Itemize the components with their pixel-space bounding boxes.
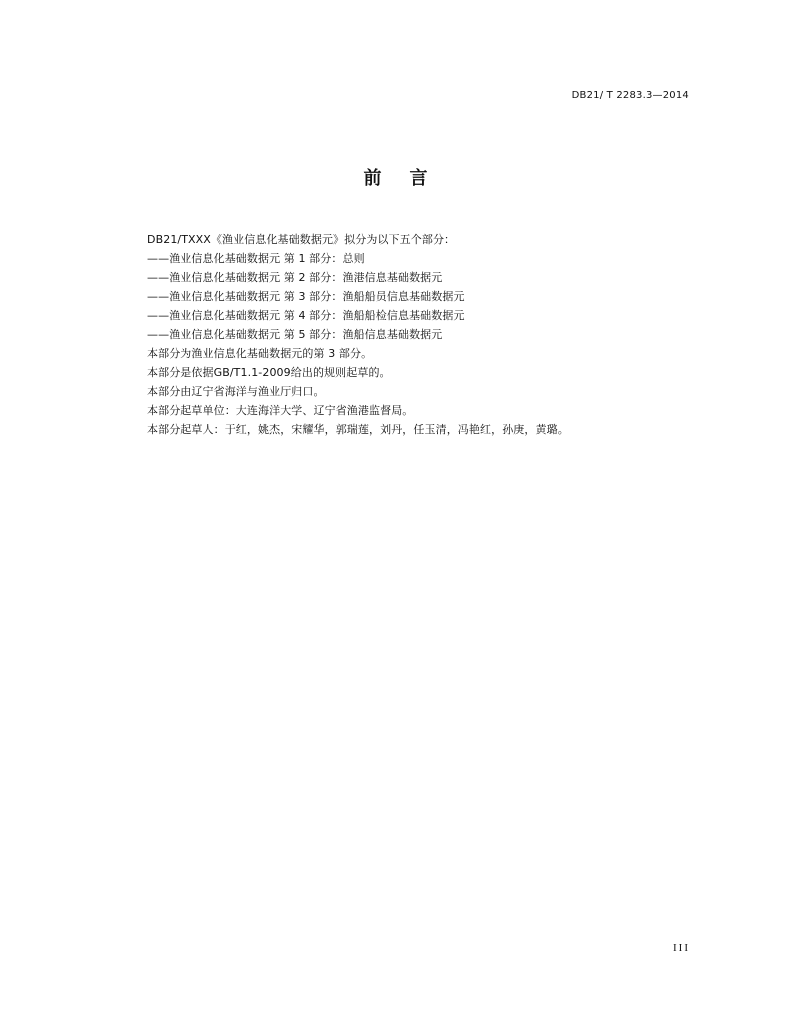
foreword-line: ——渔业信息化基础数据元 第 3 部分：渔船船员信息基础数据元 [147, 290, 465, 303]
document-code: DB21/ T 2283.3—2014 [571, 90, 689, 101]
foreword-line: 本部分起草人：于红，姚杰，宋耀华，郭瑞莲，刘丹，任玉清，冯艳红，孙庚，黄璐。 [147, 423, 569, 436]
foreword-line: ——渔业信息化基础数据元 第 2 部分：渔港信息基础数据元 [147, 271, 443, 284]
foreword-line: 本部分是依据GB/T1.1-2009给出的规则起草的。 [147, 366, 391, 379]
foreword-line: 本部分起草单位：大连海洋大学、辽宁省渔港监督局。 [147, 404, 414, 417]
foreword-line: ——渔业信息化基础数据元 第 1 部分：总则 [147, 252, 365, 265]
foreword-line: 本部分为渔业信息化基础数据元的第 3 部分。 [147, 347, 373, 360]
foreword-line: 本部分由辽宁省海洋与渔业厅归口。 [147, 385, 325, 398]
foreword-line: ——渔业信息化基础数据元 第 5 部分：渔船信息基础数据元 [147, 328, 443, 341]
foreword-body [147, 230, 707, 439]
foreword-line: ——渔业信息化基础数据元 第 4 部分：渔船船检信息基础数据元 [147, 309, 465, 322]
page-number: III [673, 942, 690, 954]
page-title: 前言 [363, 168, 456, 189]
foreword-line: DB21/TXXX《渔业信息化基础数据元》拟分为以下五个部分： [147, 233, 456, 246]
